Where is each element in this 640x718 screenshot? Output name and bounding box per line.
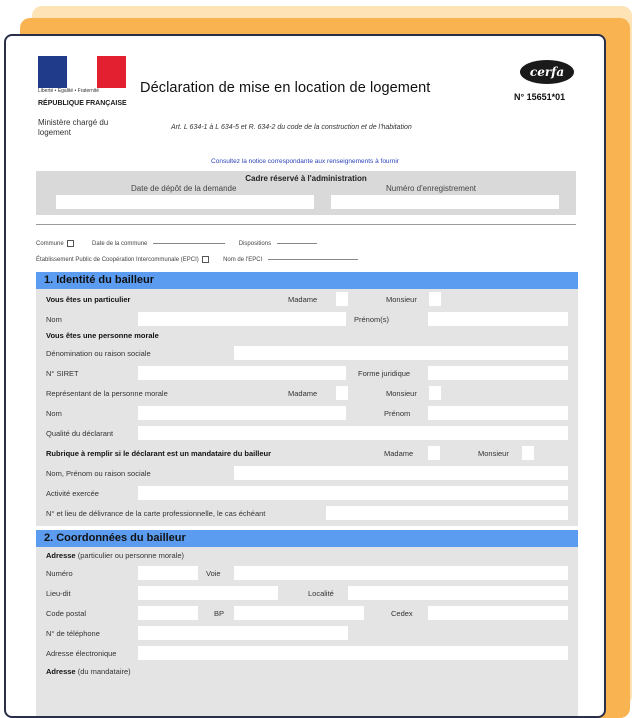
date-depot-field[interactable] <box>56 195 314 209</box>
epci-label: Établissement Public de Coopération Intercommunale (EPCI) <box>36 257 199 264</box>
date-depot-label: Date de dépôt de la demande <box>131 184 237 193</box>
cedex-field[interactable] <box>428 606 568 620</box>
denomination-field[interactable] <box>234 346 568 360</box>
nom2-field[interactable] <box>138 406 346 420</box>
morale-label: Vous êtes une personne morale <box>46 331 159 340</box>
prenom-field[interactable] <box>428 312 568 326</box>
siret-field[interactable] <box>138 366 346 380</box>
legal-articles: Art. L 634-1 à L 634-5 et R. 634-2 du code de la construction et de l'habitation <box>171 124 412 131</box>
nom-prenom-field[interactable] <box>234 466 568 480</box>
form-row <box>36 289 578 309</box>
representant-label: Représentant de la personne morale <box>46 389 168 398</box>
ministry-label: Ministère chargé du logement <box>38 118 109 137</box>
nom-field[interactable] <box>138 312 346 326</box>
section-coordonnees-bailleur <box>36 530 578 718</box>
monsieur2-label: Monsieur <box>386 389 417 398</box>
adresse-mandataire-label: Adresse (du mandataire) <box>46 667 131 676</box>
monsieur-checkbox[interactable] <box>429 292 441 306</box>
form-sheet <box>4 34 606 718</box>
monsieur3-checkbox[interactable] <box>522 446 534 460</box>
activite-field[interactable] <box>138 486 568 500</box>
qualite-label: Qualité du déclarant <box>46 429 114 438</box>
monsieur2-checkbox[interactable] <box>429 386 441 400</box>
commune-label: Commune <box>36 241 64 248</box>
email-field[interactable] <box>138 646 568 660</box>
mandataire-label: Rubrique à remplir si le déclarant est un mandataire du bailleur <box>46 449 272 458</box>
code-postal-field[interactable] <box>138 606 198 620</box>
monsieur3-label: Monsieur <box>478 449 509 458</box>
email-label: Adresse électronique <box>46 649 117 658</box>
motto: Liberté • Égalité • Fraternité <box>38 88 100 94</box>
madame3-label: Madame <box>384 449 414 458</box>
monsieur-label: Monsieur <box>386 295 417 304</box>
localite-field[interactable] <box>348 586 568 600</box>
epci-checkbox[interactable] <box>202 256 209 263</box>
form-row <box>36 603 578 623</box>
form-row <box>36 547 578 563</box>
form-row <box>36 383 578 403</box>
forme-label: Forme juridique <box>358 369 411 378</box>
qualite-field[interactable] <box>138 426 568 440</box>
epci-name-label: Nom de l'EPCI <box>223 257 263 264</box>
dispositions-label: Dispositions <box>238 241 272 248</box>
form-row <box>36 443 578 463</box>
form-row <box>36 483 578 503</box>
prenom2-label: Prénom <box>384 409 411 418</box>
carte-field[interactable] <box>326 506 568 520</box>
form-row <box>36 363 578 383</box>
activite-label: Activité exercée <box>46 489 99 498</box>
form-row <box>36 503 578 523</box>
siret-label: N° SIRET <box>46 369 79 378</box>
cerfa-number: N° 15651*01 <box>514 92 566 102</box>
form-row <box>36 663 578 679</box>
prenom-label: Prénom(s) <box>354 315 390 324</box>
nom-label: Nom <box>46 315 62 324</box>
form-row <box>36 343 578 363</box>
madame2-label: Madame <box>288 389 318 398</box>
form-row <box>36 583 578 603</box>
form-row <box>36 623 578 643</box>
marianne-flag-icon <box>38 56 126 88</box>
forme-field[interactable] <box>428 366 568 380</box>
commune-date-line[interactable] <box>153 243 225 244</box>
form-row <box>36 329 578 343</box>
commune-checkbox[interactable] <box>67 240 74 247</box>
voie-label: Voie <box>206 569 221 578</box>
notice-link[interactable]: Consultez la notice correspondante aux renseignements à fournir <box>211 158 399 165</box>
dispositions-line[interactable] <box>277 243 317 244</box>
admin-reserved-title: Cadre réservé à l'administration <box>245 174 367 183</box>
form-row <box>36 643 578 663</box>
localite-label: Localité <box>308 589 334 598</box>
form-header <box>6 36 604 154</box>
form-row <box>36 403 578 423</box>
madame-label: Madame <box>288 295 318 304</box>
section-2-title: 2. Coordonnées du bailleur <box>36 530 578 547</box>
numero-field[interactable] <box>138 566 198 580</box>
lieudit-field[interactable] <box>138 586 278 600</box>
code-postal-label: Code postal <box>46 609 87 618</box>
commune-date-label: Date de la commune <box>92 241 148 248</box>
republic-label: RÉPUBLIQUE FRANÇAISE <box>38 100 127 107</box>
particulier-label: Vous êtes un particulier <box>46 295 131 304</box>
bp-field[interactable] <box>234 606 364 620</box>
telephone-label: N° de téléphone <box>46 629 100 638</box>
madame3-checkbox[interactable] <box>428 446 440 460</box>
nom2-label: Nom <box>46 409 62 418</box>
telephone-field[interactable] <box>138 626 348 640</box>
epci-name-line[interactable] <box>268 259 358 260</box>
denomination-label: Dénomination ou raison sociale <box>46 349 151 358</box>
nom-prenom-label: Nom, Prénom ou raison sociale <box>46 469 151 478</box>
numero-enregistrement-field[interactable] <box>331 195 559 209</box>
voie-field[interactable] <box>234 566 568 580</box>
form-row <box>36 563 578 583</box>
carte-label: N° et lieu de délivrance de la carte professionnelle, le cas échéant <box>46 509 266 518</box>
numero-label: Numéro <box>46 569 73 578</box>
prenom2-field[interactable] <box>428 406 568 420</box>
madame2-checkbox[interactable] <box>336 386 348 400</box>
form-row <box>36 309 578 329</box>
section-1-title: 1. Identité du bailleur <box>36 272 578 289</box>
section-identite-bailleur <box>36 272 578 526</box>
madame-checkbox[interactable] <box>336 292 348 306</box>
epci-options-row <box>36 256 362 263</box>
bp-label: BP <box>214 609 225 618</box>
form-title: Déclaration de mise en location de logement <box>140 80 431 96</box>
form-row <box>36 423 578 443</box>
numero-enregistrement-label: Numéro d'enregistrement <box>386 184 477 193</box>
commune-options-row <box>36 240 321 247</box>
lieudit-label: Lieu-dit <box>46 589 71 598</box>
cedex-label: Cedex <box>391 609 413 618</box>
divider <box>36 224 576 225</box>
cerfa-logo-icon: cerfa <box>520 60 574 84</box>
adresse-label: Adresse (particulier ou personne morale) <box>46 551 185 560</box>
form-row <box>36 463 578 483</box>
admin-reserved-box <box>36 171 576 215</box>
